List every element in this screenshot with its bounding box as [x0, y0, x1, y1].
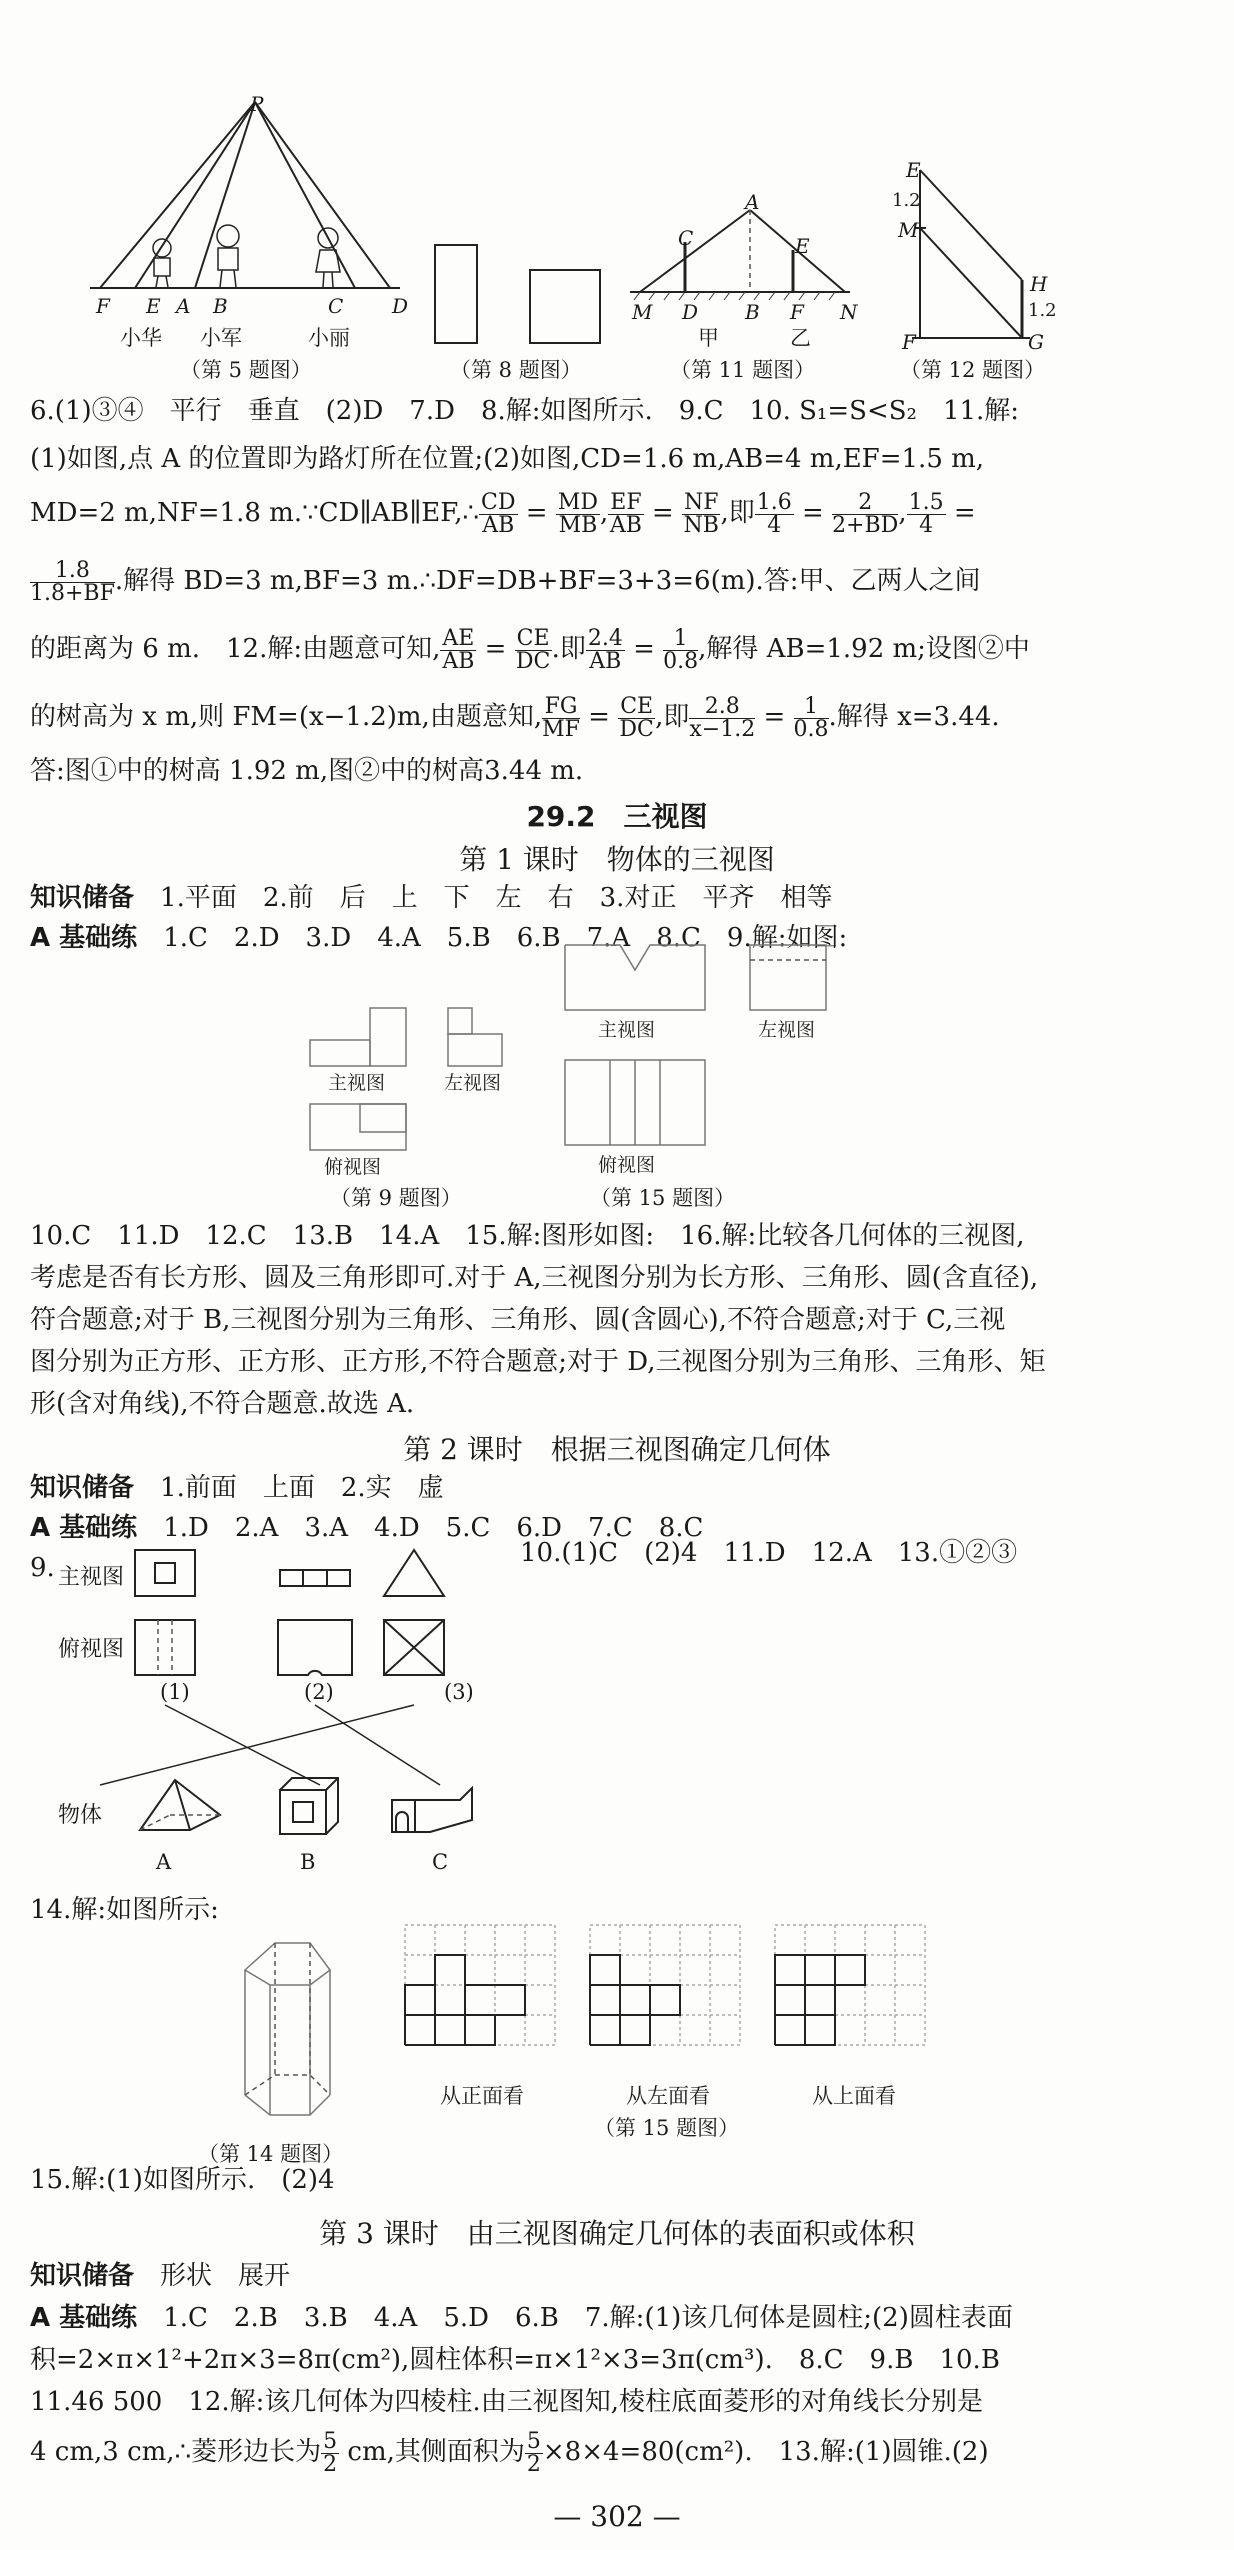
q9-row-object: 物体: [58, 1803, 103, 1828]
fig11-label-a: A: [745, 190, 760, 214]
lesson2-q10-q13: 10.(1)C (2)4 11.D 12.A 13.①②③: [520, 1538, 1018, 1568]
lesson3-knowledge-line: 知识储备 形状 展开: [30, 2261, 291, 2291]
fig9-view-left: 左视图: [444, 1072, 502, 1094]
fig5-person-xiaojun: 小军: [200, 326, 242, 350]
q9-solids: [130, 1770, 510, 1850]
answer-line-q6-q11: 6.(1)③④ 平行 垂直 (2)D 7.D 8.解:如图所示. 9.C 10. S₁=S<S₂ 11.解:: [30, 396, 1020, 426]
lesson3-q7-line2: 积=2×π×1²+2π×3=8π(cm²),圆柱体积=π×1²×3=3π(cm³). 8.C 9.B 10.B: [30, 2345, 1000, 2375]
fig5-label-f: F: [96, 294, 110, 318]
lesson2-q14-answer: 14.解:如图所示:: [30, 1895, 219, 1925]
fig5-label-c: C: [328, 294, 344, 318]
lesson3-title: 第 3 课时 由三视图确定几何体的表面积或体积: [319, 2217, 915, 2250]
q9-label-3: (3): [444, 1680, 474, 1704]
fig11-label-c: C: [678, 226, 694, 250]
figure-14-prism: [230, 1935, 350, 2135]
fig5-caption: （第 5 题图）: [180, 358, 312, 382]
answer-line-q11-part1: (1)如图,点 A 的位置即为路灯所在位置;(2)如图,CD=1.6 m,AB=4 m,EF=1.5 m,: [30, 444, 985, 474]
fig9-view-front: 主视图: [328, 1072, 386, 1094]
person-xiaojun-icon: [217, 225, 239, 287]
section-title: 29.2 三视图: [526, 800, 708, 833]
figure-11-diagram: [630, 200, 850, 310]
fig11-person-yi: 乙: [790, 326, 811, 350]
q9-object-b: B: [300, 1850, 316, 1874]
figure-5-diagram: [90, 90, 410, 320]
fig5-label-b: B: [213, 294, 228, 318]
fig12-label-g: G: [1028, 330, 1044, 354]
fig5-label-p: P: [250, 92, 264, 116]
fig15b-view-left: 从左面看: [626, 2084, 710, 2108]
lesson2-q9-number: 9.: [30, 1553, 55, 1583]
q9-object-a: A: [156, 1850, 172, 1874]
fig15-caption: （第 15 题图）: [590, 1186, 736, 1210]
answer-line-q12-part1: 的距离为 6 m. 12.解:由题意可知, $\frac{AE}{AB}$ = $\frac{CE}{DC}$ .即 $\frac{2.4}{AB}$ = $\frac{1}{0.8}$ ,解得 AB=1.92 m;设图②中: [30, 625, 1030, 674]
fig11-label-e: E: [795, 234, 810, 258]
fig11-label-f: F: [790, 300, 804, 324]
fig15b-caption: （第 15 题图）: [594, 2116, 740, 2140]
lesson2-basic-line: A 基础练 1.D 2.A 3.A 4.D 5.C 6.D 7.C 8.C: [30, 1513, 704, 1543]
fig11-label-d: D: [682, 300, 699, 324]
lesson1-answers-q10-q16: 10.C 11.D 12.C 13.B 14.A 15.解:图形如图: 16.解:比较各几何体的三视图,: [30, 1221, 1025, 1251]
answer-line-q11-result: $\frac{1.8}{1.8+BF}$ .解得 BD=3 m,BF=3 m.∴DF=DB+BF=3+3=6(m).答:甲、乙两人之间: [30, 557, 981, 606]
answer-line-q11-ratios: MD=2 m,NF=1.8 m.∵CD∥AB∥EF,∴ $\frac{CD}{AB}$ = $\frac{MD}{MB}$ , $\frac{EF}{AB}$ = $\frac{NF}{NB}$ ,即 $\frac{1.6}{4}$ = $\frac{2}{2+BD}$ , $\frac{1.5}{4}$ =: [30, 489, 976, 538]
lesson1-knowledge-line: 知识储备 1.平面 2.前 后 上 下 左 右 3.对正 平齐 相等: [30, 883, 833, 913]
lesson1-q16-line2: 考虑是否有长方形、圆及三角形即可.对于 A,三视图分别为长方形、三角形、圆(含直径),: [30, 1263, 1039, 1293]
lesson3-q11-q12: 11.46 500 12.解:该几何体为四棱柱.由三视图知,棱柱底面菱形的对角线长分别是: [30, 2387, 983, 2417]
fig15-view-left: 左视图: [758, 1019, 816, 1041]
fig15-view-top: 俯视图: [598, 1154, 656, 1176]
q9-row-top: 俯视图: [58, 1637, 125, 1662]
fig15b-view-front: 从正面看: [440, 2084, 524, 2108]
fig5-person-xiaoli: 小丽: [308, 326, 350, 350]
fig9-view-top: 俯视图: [324, 1156, 382, 1178]
q9-label-1: (1): [160, 1680, 190, 1704]
fig5-label-e: E: [146, 294, 161, 318]
lesson1-q16-line5: 形(含对角线),不符合题意.故选 A.: [30, 1389, 415, 1419]
figure-15-three-views: [560, 940, 860, 1170]
lesson1-basic-line: A 基础练 1.C 2.D 3.D 4.A 5.B 6.B 7.A 8.C 9.解:如图:: [30, 923, 848, 953]
q9-object-c: C: [432, 1850, 449, 1874]
fig11-caption: （第 11 题图）: [670, 358, 816, 382]
fig5-person-xiaohua: 小华: [120, 326, 162, 350]
lesson2-q15-answer: 15.解:(1)如图所示. (2)4: [30, 2165, 335, 2195]
q9-row-front: 主视图: [58, 1565, 125, 1590]
fig12-height-label-1: 1.2: [892, 190, 921, 211]
answer-line-q12-part2: 的树高为 x m,则 FM=(x−1.2)m,由题意知, $\frac{FG}{MF}$ = $\frac{CE}{DC}$ ,即 $\frac{2.8}{x-1.2}$ = $\frac{1}{0.8}$ .解得 x=3.44.: [30, 693, 1000, 742]
lesson3-basic-line: A 基础练 1.C 2.B 3.B 4.A 5.D 6.B 7.解:(1)该几何体是圆柱;(2)圆柱表面: [30, 2303, 1013, 2333]
fig12-label-h: H: [1030, 272, 1048, 296]
fig5-label-d: D: [392, 294, 409, 318]
fig11-label-b: B: [745, 300, 760, 324]
lesson2-knowledge-line: 知识储备 1.前面 上面 2.实 虚: [30, 1473, 444, 1503]
figure-12-diagram: [900, 160, 1060, 350]
fig11-person-jia: 甲: [698, 326, 719, 350]
page-number: — 302 —: [553, 2500, 681, 2533]
fig12-label-e: E: [906, 158, 921, 182]
fig14-caption: （第 14 题图）: [198, 2142, 344, 2166]
figure-15-views-grid: [400, 1920, 940, 2080]
lesson1-title: 第 1 课时 物体的三视图: [459, 843, 775, 876]
fig12-caption: （第 12 题图）: [900, 358, 1046, 382]
answer-line-q12-conclusion: 答:图①中的树高 1.92 m,图②中的树高3.44 m.: [30, 756, 584, 786]
lesson1-q16-line3: 符合题意;对于 B,三视图分别为三角形、三角形、圆(含圆心),不符合题意;对于 C,三视: [30, 1305, 1006, 1335]
fig15b-view-top: 从上面看: [812, 2084, 896, 2108]
lesson2-title: 第 2 课时 根据三视图确定几何体: [403, 1433, 831, 1466]
fig12-height-label-2: 1.2: [1028, 300, 1057, 321]
fig12-label-m: M: [898, 218, 919, 242]
q9-label-2: (2): [304, 1680, 334, 1704]
fig8-caption: （第 8 题图）: [450, 358, 582, 382]
fig11-label-n: N: [840, 300, 858, 324]
fig15-view-front: 主视图: [598, 1019, 656, 1041]
fig9-caption: （第 9 题图）: [330, 1186, 462, 1210]
fig11-label-m: M: [632, 300, 653, 324]
fig5-label-a: A: [176, 294, 191, 318]
lesson3-q12-q13: 4 cm,3 cm,∴菱形边长为 $\frac{5}{2}$ cm,其侧面积为 $\frac{5}{2}$ ×8×4=80(cm²). 13.解:(1)圆锥.(2): [30, 2428, 989, 2477]
lesson1-q16-line4: 图分别为正方形、正方形、正方形,不符合题意;对于 D,三视图分别为三角形、三角形、矩: [30, 1347, 1046, 1377]
fig12-label-f: F: [902, 330, 916, 354]
figure-8-diagram: [430, 240, 630, 350]
